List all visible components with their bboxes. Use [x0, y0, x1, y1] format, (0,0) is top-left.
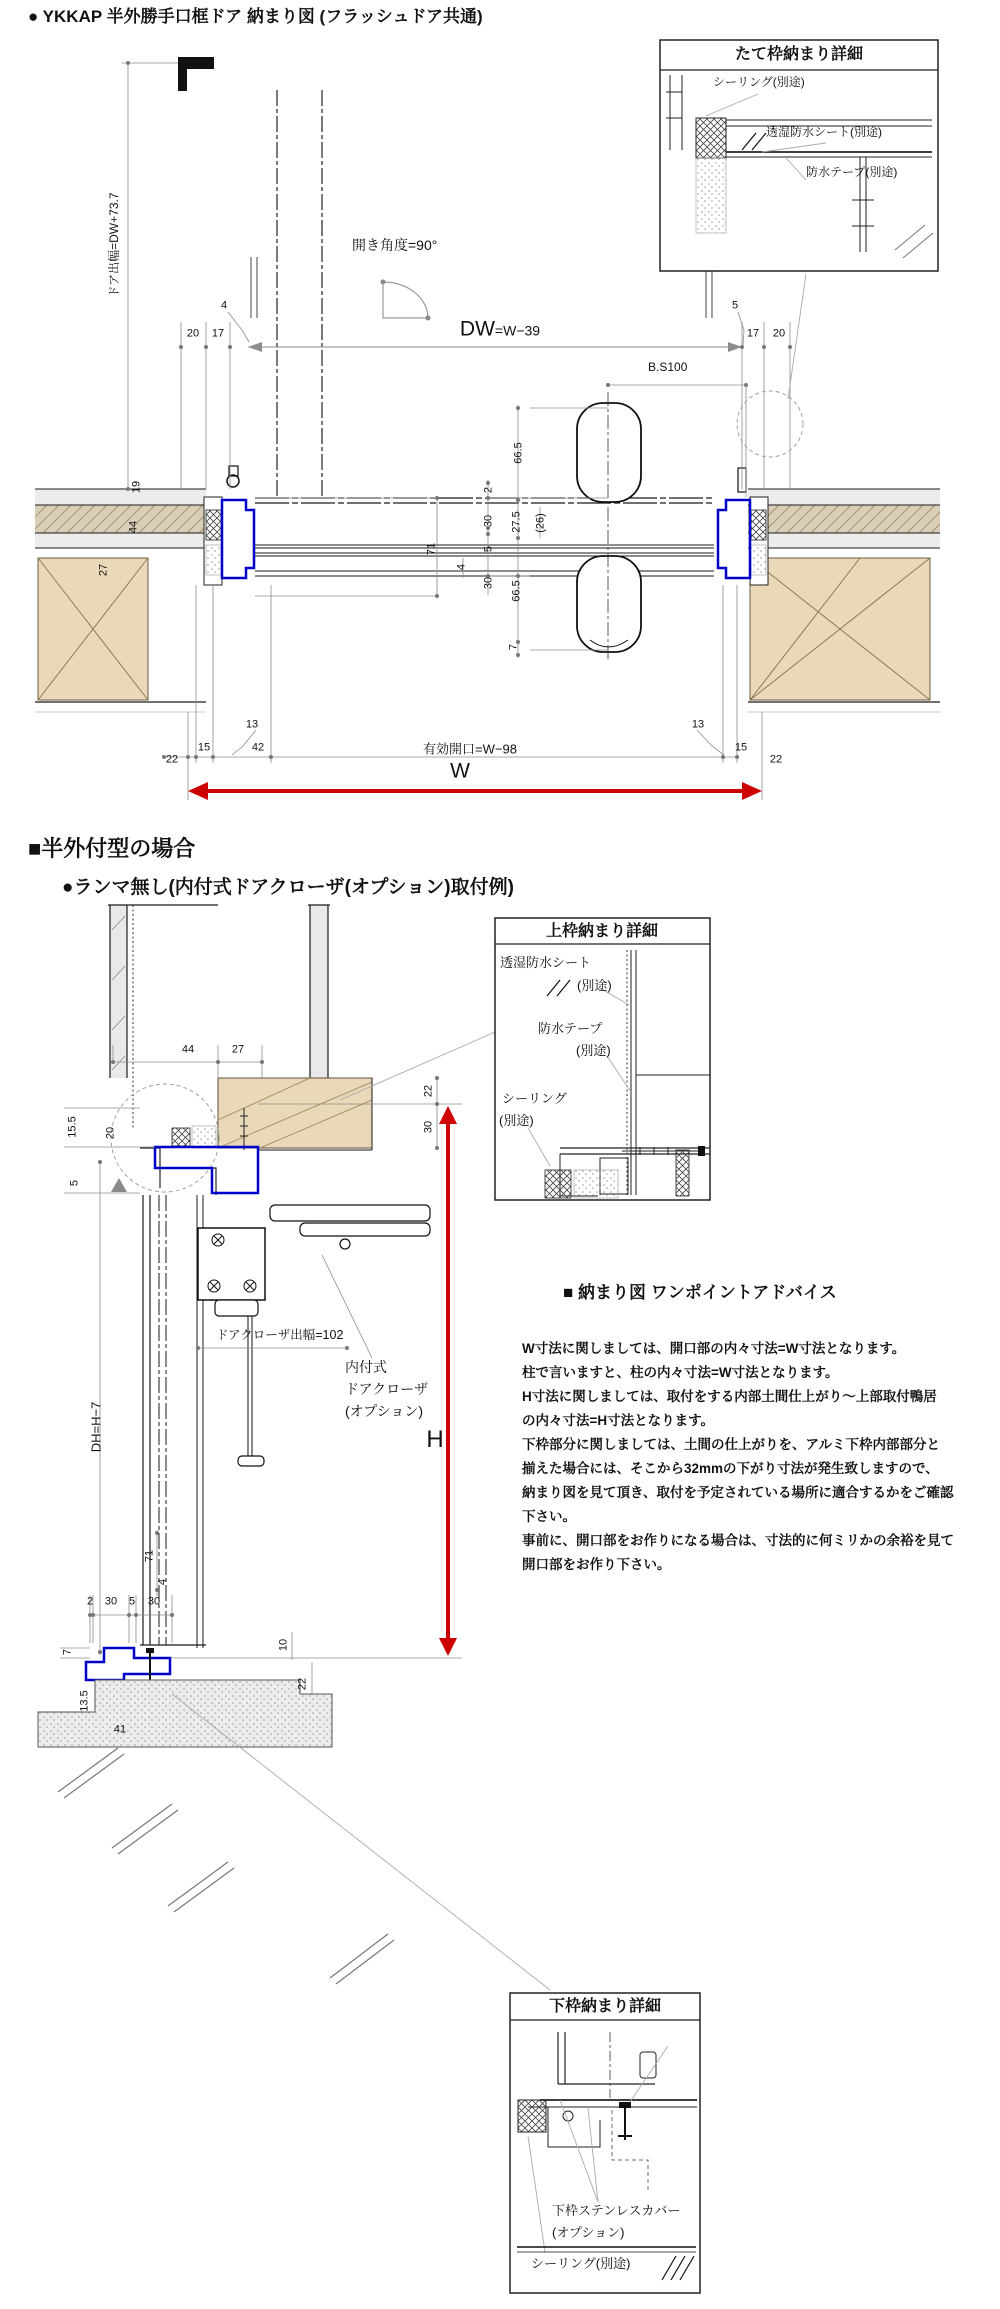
shimo-cover-label-1: 下枠ステンレスカバー [552, 2203, 681, 2218]
kami-seal-label-2: (別途) [499, 1113, 534, 1128]
vert-dim-dots [88, 1060, 439, 1744]
dim-7: 7 [507, 643, 520, 651]
open-door-phantom [178, 57, 322, 498]
head-frame-blue-profile [155, 1147, 258, 1193]
dim-26: (26) [534, 513, 547, 533]
detail-callout-circle [737, 391, 803, 457]
w-label: W [450, 759, 470, 783]
closer-label-3: (オプション) [345, 1403, 424, 1419]
section-heading: ■半外付型の場合 [28, 836, 196, 861]
right-jamb-profile [718, 468, 768, 585]
dim-30-a: 30 [482, 514, 495, 528]
dim-30-b: 30 [482, 576, 495, 590]
door-handle-plan [577, 392, 641, 662]
lintel-wood [218, 1078, 372, 1150]
dim-13-left: 13 [245, 718, 259, 731]
dim-27: 27 [97, 563, 110, 577]
dim-22-right: 22 [769, 753, 783, 766]
vdim-71: 71 [143, 1549, 156, 1563]
dim-13-right: 13 [691, 718, 705, 731]
dim-15-left: 15 [197, 741, 211, 754]
kami-sheet-label-1: 透湿防水シート [500, 955, 592, 970]
dw-main: DW [459, 317, 495, 341]
advice-line: 事前に、開口部をお作りになる場合は、寸法的に何ミリかの余裕を見て [522, 1533, 954, 1548]
dw-dimension-label [460, 319, 540, 340]
advice-line: 下さい。 [522, 1509, 576, 1524]
tate-box-title: たて枠納まり詳細 [734, 46, 864, 63]
door-swing-icon [381, 280, 431, 321]
advice-line: H寸法に関しましては、取付をする内部土間仕上がり〜上部取付鴨居 [522, 1389, 937, 1404]
dim-17-left: 17 [211, 327, 225, 340]
vdim-30-b: 30 [147, 1595, 161, 1608]
dim-44: 44 [127, 520, 140, 534]
h-dimension-arrow [439, 1106, 457, 1656]
vdim-15-5: 15.5 [66, 1116, 79, 1138]
vdim-30-a: 30 [104, 1595, 118, 1608]
dim-15-right: 15 [734, 741, 748, 754]
advice-line: 開口部をお作り下さい。 [522, 1557, 671, 1572]
vdim-4: 4 [156, 1578, 169, 1586]
dim-19: 19 [130, 480, 143, 494]
vdim-7: 7 [61, 1648, 74, 1656]
tate-tape-label: 防水テープ(別途) [806, 165, 898, 179]
advice-line: の内々寸法=H寸法となります。 [522, 1413, 715, 1428]
advice-title: ■ 納まり図 ワンポイントアドバイス [563, 1283, 837, 1302]
advice-line: 柱で言いますと、柱の内々寸法=W寸法となります。 [522, 1365, 839, 1380]
dim-2: 2 [482, 486, 495, 494]
vdim-41: 41 [113, 1723, 127, 1736]
dim-66-top: 66.5 [512, 442, 525, 464]
dim-4-b: 4 [455, 563, 468, 571]
sill-detail-leader [172, 1694, 550, 1990]
level-mark [111, 1178, 127, 1192]
vdim-10: 10 [277, 1638, 290, 1652]
backset-label: B.S100 [648, 360, 688, 374]
detail-leader [788, 274, 806, 399]
shimo-sealing-label: シーリング(別途) [531, 2256, 631, 2271]
kami-tape-label-2: (別途) [576, 1043, 611, 1058]
h-label: H [426, 1426, 444, 1453]
shimo-box-title: 下枠納まり詳細 [548, 1998, 662, 2015]
dim-20-left: 20 [186, 327, 200, 340]
section-subheading: ●ランマ無し(内付式ドアクローザ(オプション)取付例) [62, 877, 514, 898]
advice-line: 揃えた場合には、そこから32mmの下がり寸法が発生致しますので、 [522, 1461, 939, 1476]
vdim-44: 44 [181, 1043, 195, 1056]
closer-label-1: 内付式 [345, 1359, 387, 1375]
shimo-detail-box [510, 1993, 700, 2293]
door-leaf-section [140, 1195, 206, 1648]
dim-17-right: 17 [746, 327, 760, 340]
vdim-27: 27 [231, 1043, 245, 1056]
dim-42: 42 [251, 741, 265, 754]
advice-line: 納まり図を見て頂き、取付を予定されている場所に適合するかをご確認 [522, 1485, 954, 1500]
dw-eq: =W−39 [494, 322, 541, 339]
right-post-section [750, 558, 930, 700]
closer-offset-label: ドアクローザ出幅=102 [216, 1328, 344, 1342]
vdim-13-5: 13.5 [78, 1690, 91, 1712]
vdim-22-bottom: 22 [296, 1677, 309, 1691]
ground-break-marks [58, 1748, 394, 1984]
dim-5-right: 5 [731, 299, 739, 312]
door-offset-label: ドア出幅=DW+73.7 [107, 192, 121, 298]
advice-line: W寸法に関しましては、開口部の内々寸法=W寸法となります。 [522, 1341, 906, 1356]
vdim-5-b: 5 [128, 1595, 136, 1608]
dh-label: DH=H−7 [88, 1401, 104, 1453]
page-title: ● YKKAP 半外勝手口框ドア 納まり図 (フラッシュドア共通) [28, 7, 483, 26]
effective-opening-label: 有効開口=W−98 [423, 741, 517, 757]
tate-sheet-label: 透湿防水シート(別途) [766, 125, 882, 139]
left-post-section [38, 558, 148, 700]
kami-sheet-label-2: (別途) [577, 978, 612, 993]
dim-4-left: 4 [220, 299, 228, 312]
dim-71: 71 [425, 542, 438, 556]
vdim-20: 20 [104, 1126, 117, 1140]
vdim-2: 2 [86, 1595, 94, 1608]
dim-22-left: 22 [165, 753, 179, 766]
vdim-22-top: 22 [422, 1084, 435, 1098]
kami-detail-leader [340, 1032, 495, 1100]
kami-tape-label-1: 防水テープ [538, 1021, 603, 1036]
dim-20-right: 20 [772, 327, 786, 340]
swing-angle-label: 開き角度=90° [352, 237, 438, 253]
dim-5-b: 5 [482, 545, 495, 553]
vertical-section-drawing [38, 905, 550, 1990]
tate-sealing-label: シーリング(別途) [713, 75, 805, 89]
vdim-5: 5 [68, 1179, 81, 1187]
dim-27-5: 27.5 [510, 511, 523, 533]
closer-label-2: ドアクローザ [345, 1381, 429, 1397]
kami-box-title: 上枠納まり詳細 [545, 923, 659, 940]
left-jamb-profile [204, 466, 254, 585]
w-dimension-arrow [188, 782, 762, 800]
door-leaf-lines [255, 498, 714, 576]
dim-66-bottom: 66.5 [510, 580, 523, 602]
kami-seal-label-1: シーリング [502, 1091, 567, 1106]
shimo-cover-label-2: (オプション) [552, 2225, 625, 2240]
advice-line: 下枠部分に関しましては、土間の仕上がりを、アルミ下枠内部部分と [522, 1437, 940, 1452]
vdim-30-top: 30 [422, 1120, 435, 1134]
